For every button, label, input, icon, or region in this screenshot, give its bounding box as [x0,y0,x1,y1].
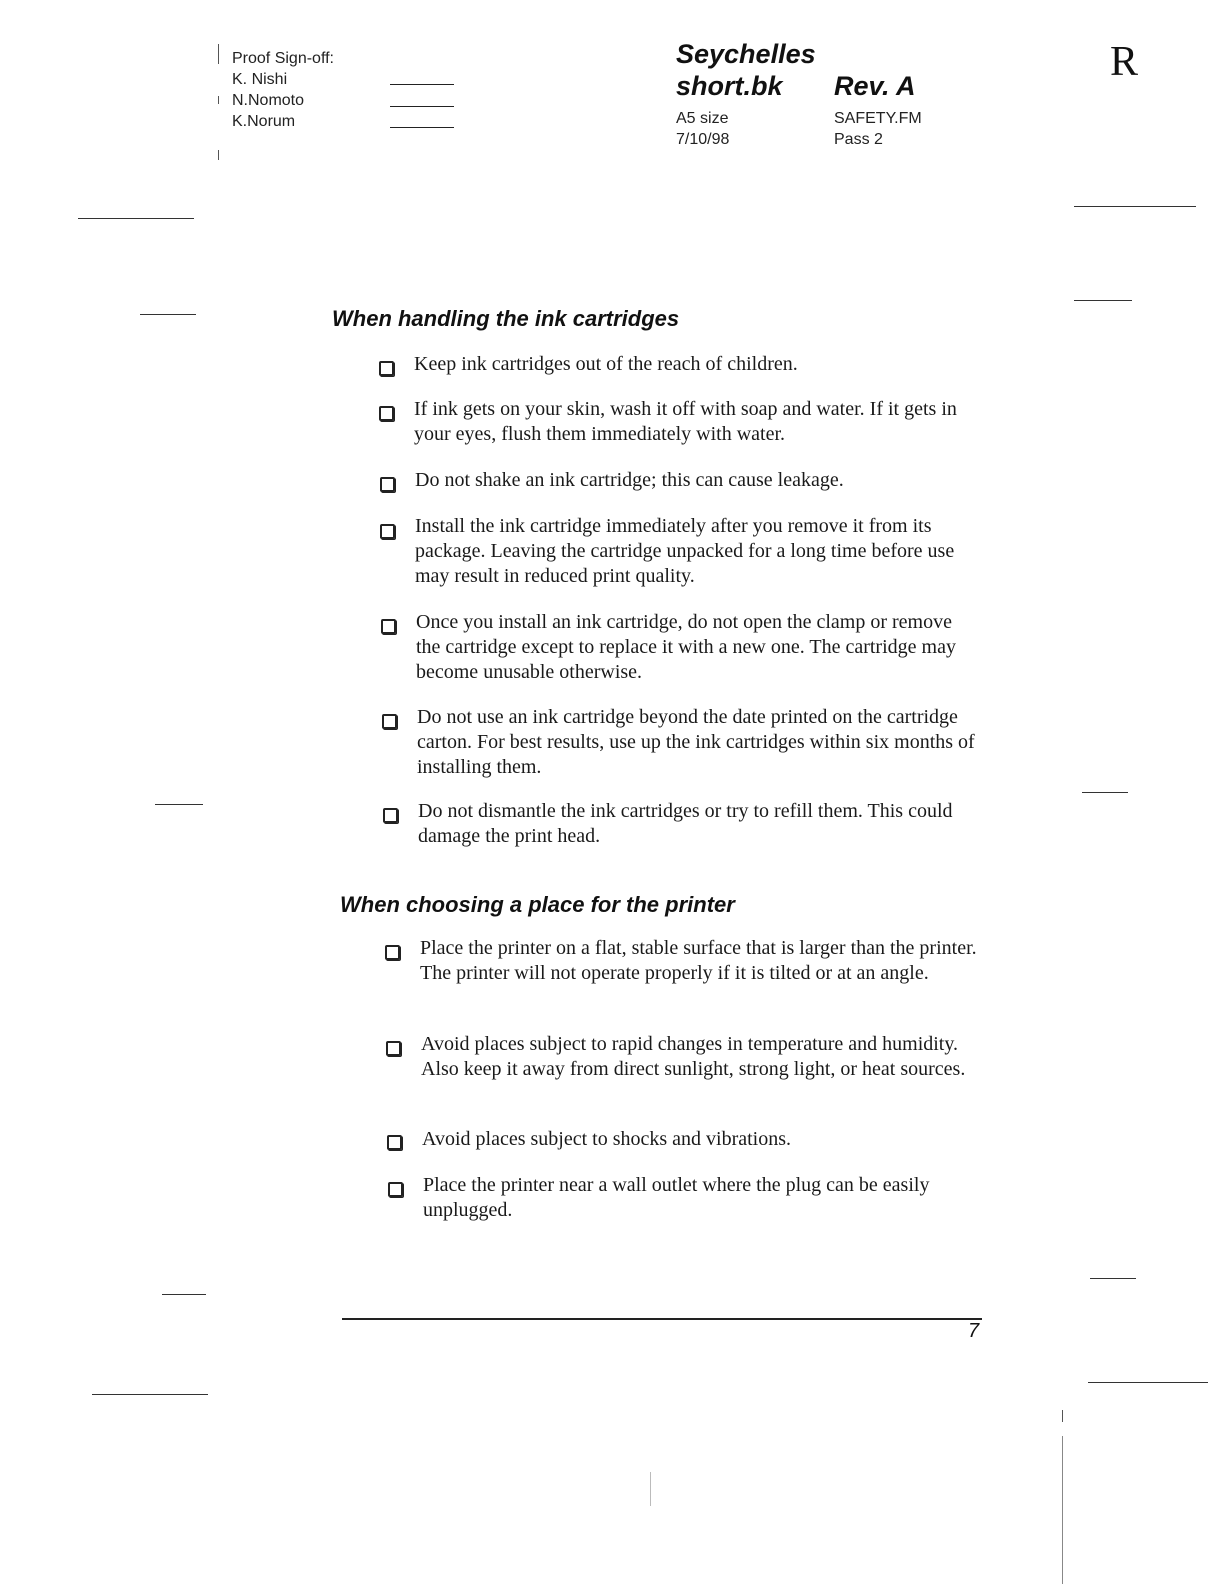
section-heading: When handling the ink cartridges [332,306,680,331]
list-item-text: Place the printer on a flat, stable surface that is larger than the printer. The printer will not operate properly if it is tilted or at an angle. [420,937,977,984]
crop-mark [92,1394,208,1395]
document-title-line2: short.bk [676,71,783,101]
margin-mark [1082,792,1128,793]
margin-mark [218,96,219,104]
signer-name: K. Nishi [232,71,288,88]
signature-line [390,106,454,107]
list-item-text: Do not dismantle the ink cartridges or try to refill them. This could damage the print head. [418,800,953,847]
checkbox-bullet-icon [385,945,400,960]
document-date: 7/10/98 [676,131,730,148]
list-item-text: Once you install an ink cartridge, do not open the clamp or remove the cartridge except to replace it with a new one. The cartridge may become unusable otherwise. [416,611,956,683]
crop-mark [1074,206,1196,207]
meta-right [834,108,922,150]
list-item-text: Do not use an ink cartridge beyond the date printed on the cartridge carton. For best results, use up the ink cartridges within six months of installing them. [417,706,975,778]
footer-rule [342,1318,982,1320]
proof-signoff [232,48,334,132]
list-item-text: If ink gets on your skin, wash it off with soap and water. If it gets in your eyes, flush them immediately with water. [414,398,957,445]
checkbox-bullet-icon [388,1182,403,1197]
margin-mark [140,314,196,315]
checkbox-bullet-icon [380,477,395,492]
page-size: A5 size [676,110,729,127]
corner-mark: R [1110,39,1139,85]
crop-mark [78,218,194,219]
list-item-text: Install the ink cartridge immediately after you remove it from its package. Leaving the cartridge unpacked for a long time before use may result in reduced print quality. [415,515,955,587]
list-item-text: Avoid places subject to shocks and vibrations. [422,1128,792,1150]
list-item-text: Do not shake an ink cartridge; this can cause leakage. [415,469,844,491]
checkbox-bullet-icon [380,524,395,539]
section-heading: When choosing a place for the printer [340,892,735,917]
list-item-text: Keep ink cartridges out of the reach of children. [414,353,798,375]
file-name: SAFETY.FM [834,110,922,127]
list-item-text: Place the printer near a wall outlet where the plug can be easily unplugged. [423,1174,930,1221]
checkbox-bullet-icon [386,1041,401,1056]
margin-mark [162,1294,206,1295]
signer-name: N.Nomoto [232,92,305,109]
margin-mark [1062,1436,1063,1584]
checkbox-bullet-icon [381,619,396,634]
signature-line [390,127,454,128]
signature-line [390,84,454,85]
margin-mark [218,150,219,160]
margin-mark [1074,300,1132,301]
document-title-line1: Seychelles [676,39,816,69]
margin-mark [1090,1278,1136,1279]
meta-left [676,108,729,150]
pass-number: Pass 2 [834,131,883,148]
revision-label: Rev. A [834,71,916,101]
crop-mark [1088,1382,1208,1383]
checkbox-bullet-icon [379,361,394,376]
margin-mark [1062,1410,1063,1422]
checkbox-bullet-icon [382,714,397,729]
signer-name: K.Norum [232,113,296,130]
margin-mark [218,44,219,64]
checkbox-bullet-icon [387,1135,402,1150]
proof-signoff-label: Proof Sign-off: [232,50,334,67]
margin-mark [155,804,203,805]
checkbox-bullet-icon [383,808,398,823]
document-title [676,38,816,102]
page-number: 7 [968,1320,980,1342]
checkbox-bullet-icon [379,406,394,421]
list-item-text: Avoid places subject to rapid changes in temperature and humidity. Also keep it away from direct sunlight, strong light, or heat sources. [421,1033,966,1080]
fold-mark [650,1472,651,1506]
